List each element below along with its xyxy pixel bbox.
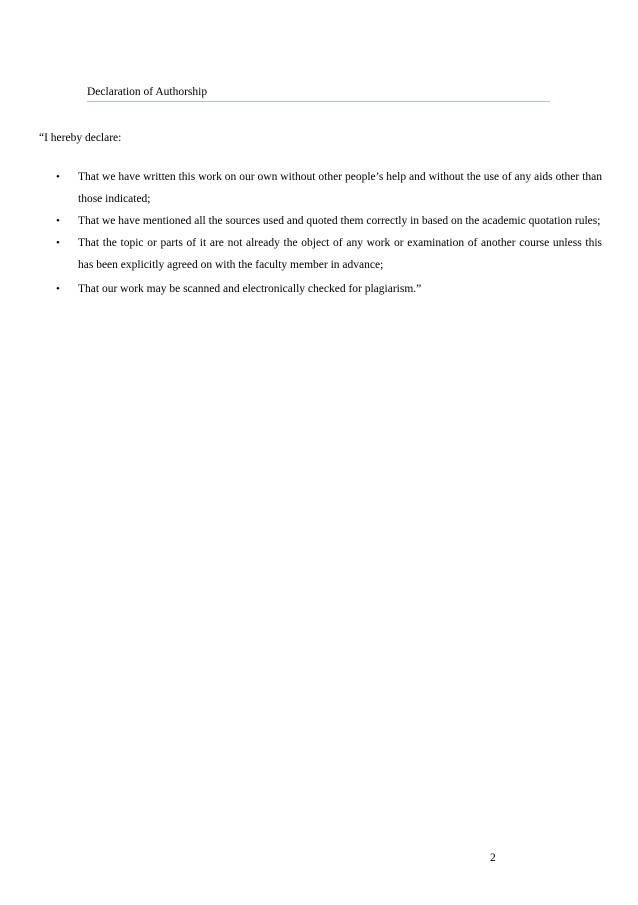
list-item-text: That our work may be scanned and electronically checked for plagiarism.” [78, 283, 422, 295]
bullet-icon: • [56, 237, 60, 249]
declaration-list [56, 166, 602, 300]
list-item-text: That we have written this work on our own without other people’s help and without the use of any aids other than those indicated; [78, 171, 602, 205]
header-title: Declaration of Authorship [87, 86, 208, 98]
bullet-icon: • [56, 171, 60, 183]
bullet-icon: • [56, 215, 60, 227]
list-item [56, 166, 602, 210]
page-header [87, 85, 550, 103]
list-item-text: That the topic or parts of it are not already the object of any work or examination of another course unless this has been explicitly agreed on with the faculty member in advance; [78, 237, 602, 271]
declaration-intro: “I hereby declare: [39, 132, 122, 144]
header-rule [87, 101, 550, 102]
page-number: 2 [490, 852, 496, 864]
list-item [56, 232, 602, 276]
list-item [56, 278, 602, 300]
bullet-icon: • [56, 283, 60, 295]
list-item-text: That we have mentioned all the sources used and quoted them correctly in based on the academic quotation rules; [78, 215, 601, 227]
list-item [56, 210, 602, 232]
